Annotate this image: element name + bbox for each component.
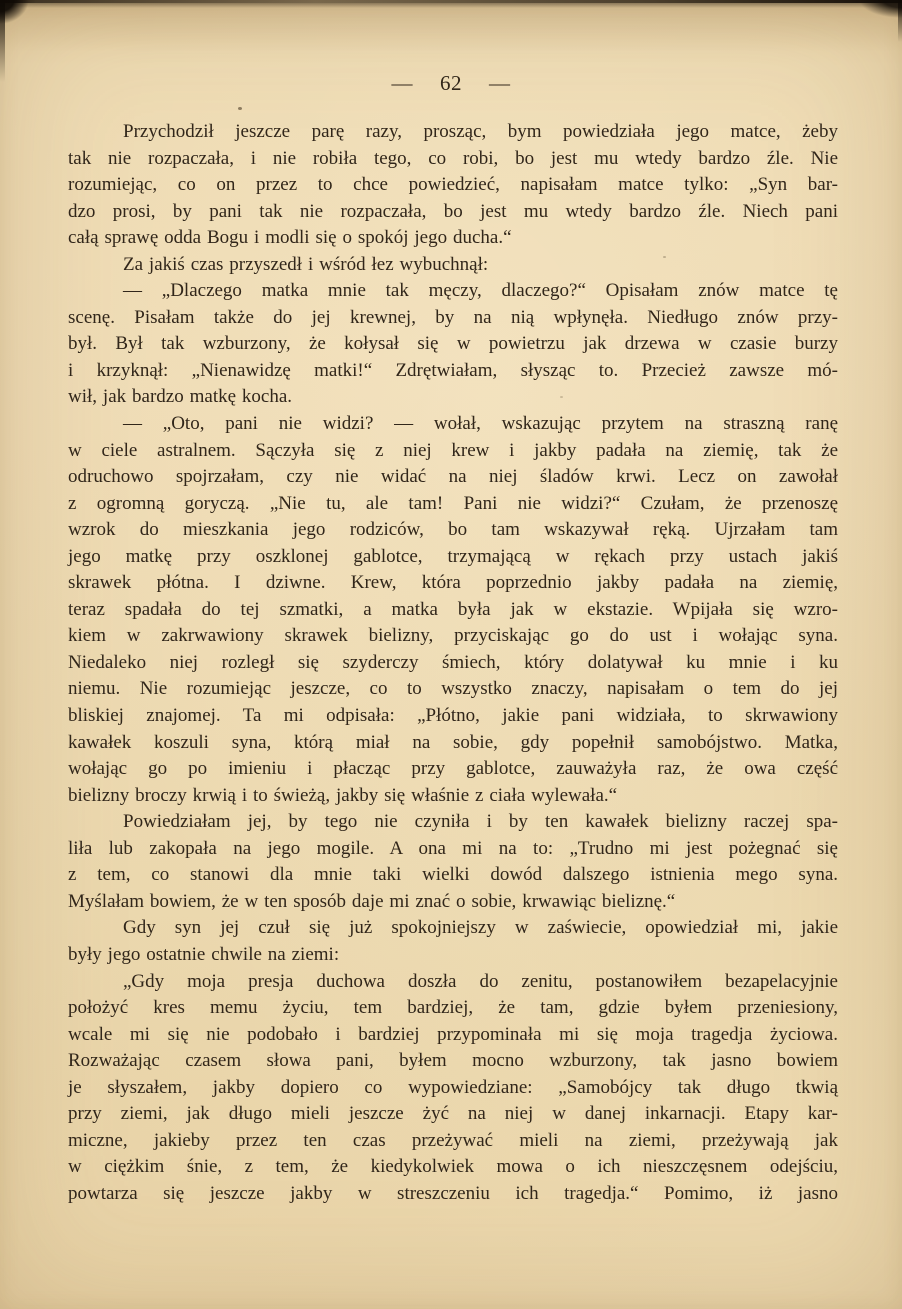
text-line: rozumiejąc, co on przez to chce powiedzieć, napisałam matce tylko: „Syn bar-	[68, 174, 838, 196]
text-line: przy ziemi, jak długo mieli jeszcze żyć na niej w danej inkarnacji. Etapy kar-	[68, 1103, 838, 1125]
scan-edge-right	[898, 0, 902, 42]
text-line: całą sprawę odda Bogu i modli się o spokój jego ducha.“	[68, 227, 512, 249]
text-line: wcale mi się nie podobało i bardziej przypominała mi się moja tragedja życiowa.	[68, 1023, 838, 1045]
paragraph	[68, 915, 838, 968]
text-line: wzrok do mieszkania jego rodziców, bo tam wskazywał ręką. Ujrzałam tam	[68, 519, 838, 541]
text-line: tak nie rozpaczała, i nie robiła tego, co robi, bo jest mu wtedy bardzo źle. Nie	[68, 147, 838, 169]
text-line: bliskiej znajomej. Ta mi odpisała: „Płótno, jakie pani widziała, to skrwawiony	[68, 705, 838, 727]
paragraph	[68, 809, 838, 915]
text-line: Za jakiś czas przyszedł i wśród łez wybuchnął:	[123, 253, 489, 275]
text-line: kawałek koszuli syna, którą miał na sobie, gdy popełnił samobójstwo. Matka,	[68, 731, 838, 753]
text-line: skrawek płótna. I dziwne. Krew, która poprzednio jakby padała na ziemię,	[68, 572, 838, 594]
text-line: — „Dlaczego matka mnie tak męczy, dlaczego?“ Opisałam znów matce tę	[123, 280, 838, 302]
text-line: w ciele astralnem. Sączyła się z niej krew i jakby padała na ziemię, tak że	[68, 439, 838, 461]
header-dash-right: —	[489, 71, 511, 95]
text-line: — „Oto, pani nie widzi? — wołał, wskazując przytem na straszną ranę	[123, 413, 838, 435]
text-line: dzo prosi, by pani tak nie rozpaczała, bo jest mu wtedy bardzo źle. Niech pani	[68, 200, 838, 222]
text-line: Myślałam bowiem, że w ten sposób daje mi znać o sobie, krwawiąc bieliznę.“	[68, 890, 676, 912]
header-dash-left: —	[391, 71, 413, 95]
paragraph	[68, 119, 838, 252]
text-line: i krzyknął: „Nienawidzę matki!“ Zdrętwiałam, słysząc to. Przecież zawsze mó-	[68, 359, 838, 381]
text-line: „Gdy moja presja duchowa doszła do zenitu, postanowiłem bezapelacyjnie	[123, 970, 838, 992]
text-block	[68, 119, 838, 1207]
paragraph	[68, 278, 838, 411]
text-line: scenę. Pisałam także do jej krewnej, by na nią wpłynęła. Niedługo znów przy-	[68, 306, 838, 328]
text-line: z tem, co stanowi dla mnie taki wielki dowód dalszego istnienia mego syna.	[68, 864, 838, 886]
paragraph	[68, 969, 838, 1208]
text-line: Gdy syn jej czuł się już spokojniejszy w zaświecie, opowiedział mi, jakie	[123, 917, 838, 939]
paragraph	[68, 252, 838, 279]
paragraph	[68, 411, 838, 809]
scan-edge-left	[0, 0, 5, 82]
text-line: wił, jak bardzo matkę kocha.	[68, 386, 293, 408]
text-line: kiem w zakrwawiony skrawek bielizny, przyciskając go do ust i wołając syna.	[68, 625, 838, 647]
text-line: z ogromną goryczą. „Nie tu, ale tam! Pani nie widzi?“ Czułam, że przenoszę	[68, 492, 838, 514]
text-line: liła lub zakopała na jego mogile. A ona mi na to: „Trudno mi jest pożegnać się	[68, 837, 838, 859]
text-line: odruchowo spojrzałam, czy nie widać na niej śladów krwi. Lecz on zawołał	[68, 466, 838, 488]
text-line: Niedaleko niej rozległ się szyderczy śmiech, który dolatywał ku mnie i ku	[68, 651, 838, 673]
text-line: teraz spadała do tej szmatki, a matka była jak w ekstazie. Wpijała się wzro-	[68, 598, 838, 620]
text-line: Powiedziałam jej, by tego nie czyniła i by ten kawałek bielizny raczej spa-	[123, 811, 838, 833]
page-number: 62	[440, 71, 462, 95]
text-line: jego matkę przy oszklonej gablotce, trzymającą w rękach przy ustach jakiś	[68, 545, 838, 567]
text-line: były jego ostatnie chwile na ziemi:	[68, 943, 340, 965]
scan-edge-top-fade	[0, 3, 902, 8]
text-line: miczne, jakieby przez ten czas przeżywać mieli na ziemi, przeżywają jak	[68, 1129, 838, 1151]
text-line: je słyszałem, jakby dopiero co wypowiedziane: „Samobójcy tak długo tkwią	[68, 1076, 838, 1098]
scan-corner-top-left	[0, 0, 36, 30]
text-line: położyć kres memu życiu, tem bardziej, że tam, gdzie byłem przeniesiony,	[68, 997, 838, 1019]
paper-speck	[238, 107, 242, 110]
page-header	[0, 71, 902, 95]
text-line: w ciężkim śnie, z tem, że kiedykolwiek mowa o ich nieszczęsnem odejściu,	[68, 1156, 838, 1178]
text-line: był. Był tak wzburzony, że kołysał się w powietrzu jak drzewa w czasie burzy	[68, 333, 838, 355]
text-line: Przychodził jeszcze parę razy, prosząc, bym powiedziała jego matce, żeby	[123, 121, 838, 142]
scan-corner-top-right	[850, 0, 902, 22]
text-line: bielizny broczy krwią i to świeżą, jakby się właśnie z ciała wylewała.“	[68, 784, 618, 806]
text-line: wołając go po imieniu i płacząc przy gablotce, zauważyła raz, że owa część	[68, 758, 838, 780]
text-line: Rozważając czasem słowa pani, byłem mocno wzburzony, tak jasno bowiem	[68, 1050, 838, 1072]
text-line: powtarza się jeszcze jakby w streszczeniu ich tragedja.“ Pomimo, iż jasno	[68, 1182, 838, 1204]
text-line: niemu. Nie rozumiejąc jeszcze, co to wszystko znaczy, napisałam o tem do jej	[68, 678, 838, 700]
